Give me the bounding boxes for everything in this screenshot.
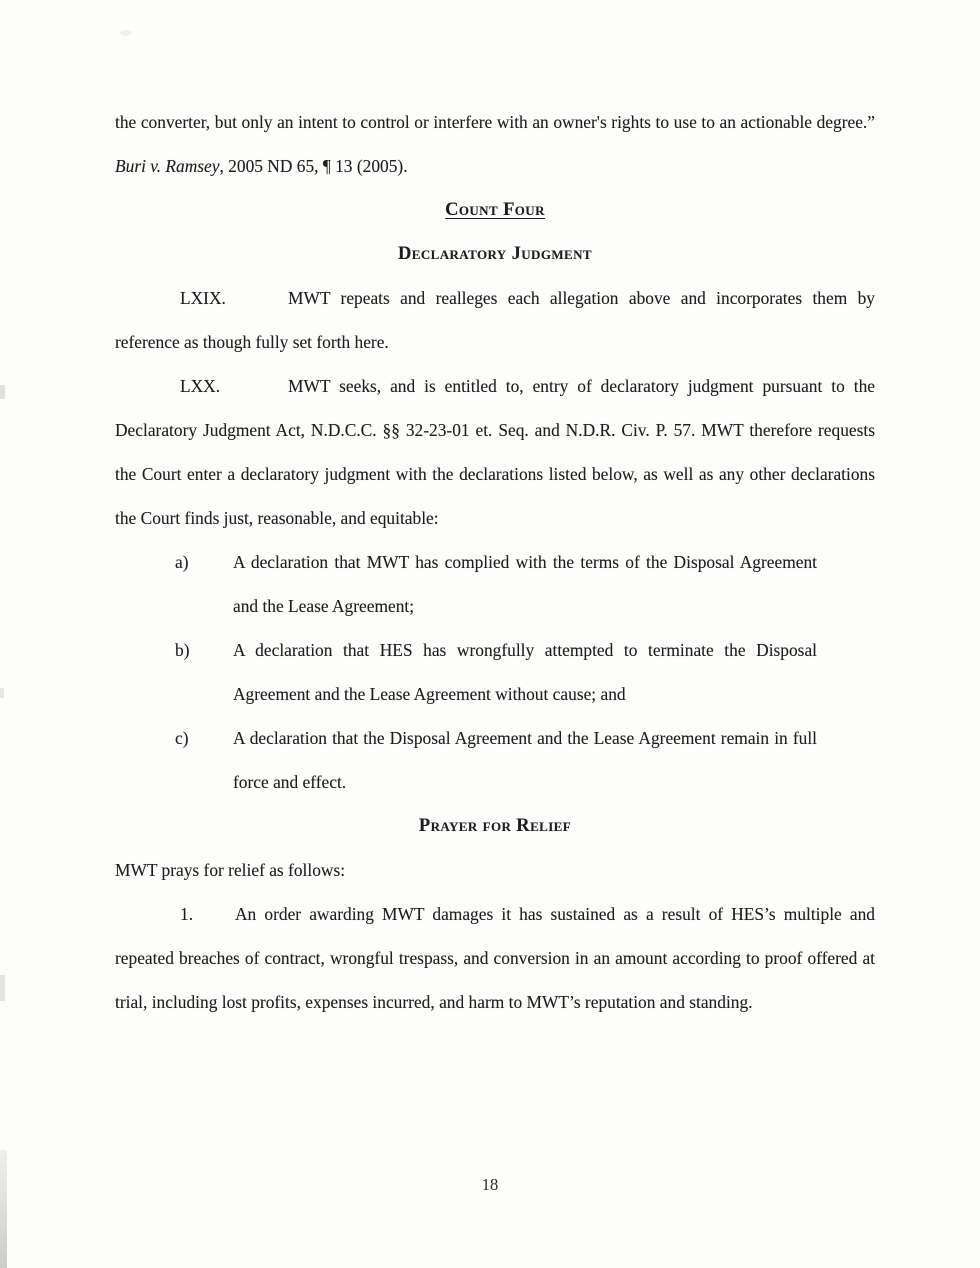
- paragraph-number: 1.: [180, 904, 194, 924]
- list-text: A declaration that the Disposal Agreement and the Lease Agreement remain in full force and effect.: [233, 728, 817, 792]
- list-marker: a): [175, 552, 189, 572]
- body-text: the converter, but only an intent to control or interfere with an owner's rights to use to an actionable degree.”: [115, 112, 875, 132]
- case-citation: Buri v. Ramsey: [115, 156, 220, 176]
- declaration-item-a: [115, 540, 875, 628]
- paragraph-lxx: [115, 364, 875, 540]
- prayer-intro: MWT prays for relief as follows:: [115, 860, 346, 880]
- citation-detail: , 2005 ND 65, ¶ 13 (2005).: [219, 156, 408, 176]
- paragraph-text: An order awarding MWT damages it has sustained as a result of HES’s multiple and repeated breaches of contract, wrongful trespass, and conversion in an amount according to proof offered at trial, including lost profits, expenses incurred, and harm to MWT’s reputation and standing.: [115, 904, 875, 1012]
- declaration-item-c: [115, 716, 875, 804]
- page-number: 18: [481, 1175, 499, 1194]
- list-text: A declaration that MWT has complied with the terms of the Disposal Agreement and the Lease Agreement;: [233, 552, 817, 616]
- prayer-for-relief-heading: Prayer for Relief: [418, 816, 572, 836]
- list-text: A declaration that HES has wrongfully attempted to terminate the Disposal Agreement and the Lease Agreement without cause; and: [233, 640, 817, 704]
- paragraph-number: LXIX.: [180, 288, 226, 308]
- paragraph-text: MWT seeks, and is entitled to, entry of declaratory judgment pursuant to the Declaratory Judgment Act, N.D.C.C. §§ 32-23-01 et. Seq. and N.D.R. Civ. P. 57. MWT therefore requests the Court enter a declaratory judgment with the declarations listed below, as well as any other declarations the Court finds just, reasonable, and equitable:: [115, 376, 875, 528]
- scan-artifact: [0, 975, 5, 1001]
- paragraph-number: LXX.: [180, 376, 221, 396]
- count-four-heading: Count Four: [445, 200, 545, 220]
- scan-artifact: [0, 688, 4, 698]
- declaratory-judgment-heading: Declaratory Judgment: [398, 244, 592, 264]
- list-marker: b): [175, 640, 190, 660]
- paragraph-lxix: [115, 276, 875, 364]
- paragraph-text: MWT repeats and realleges each allegation above and incorporates them by reference as though fully set forth here.: [115, 288, 875, 352]
- list-marker: c): [175, 728, 189, 748]
- document-body: [115, 100, 875, 1024]
- declaration-item-b: [115, 628, 875, 716]
- scan-artifact: [0, 385, 5, 399]
- scan-artifact: [120, 30, 132, 36]
- paragraph-continuation: [115, 100, 875, 188]
- relief-item-1: [115, 892, 875, 1024]
